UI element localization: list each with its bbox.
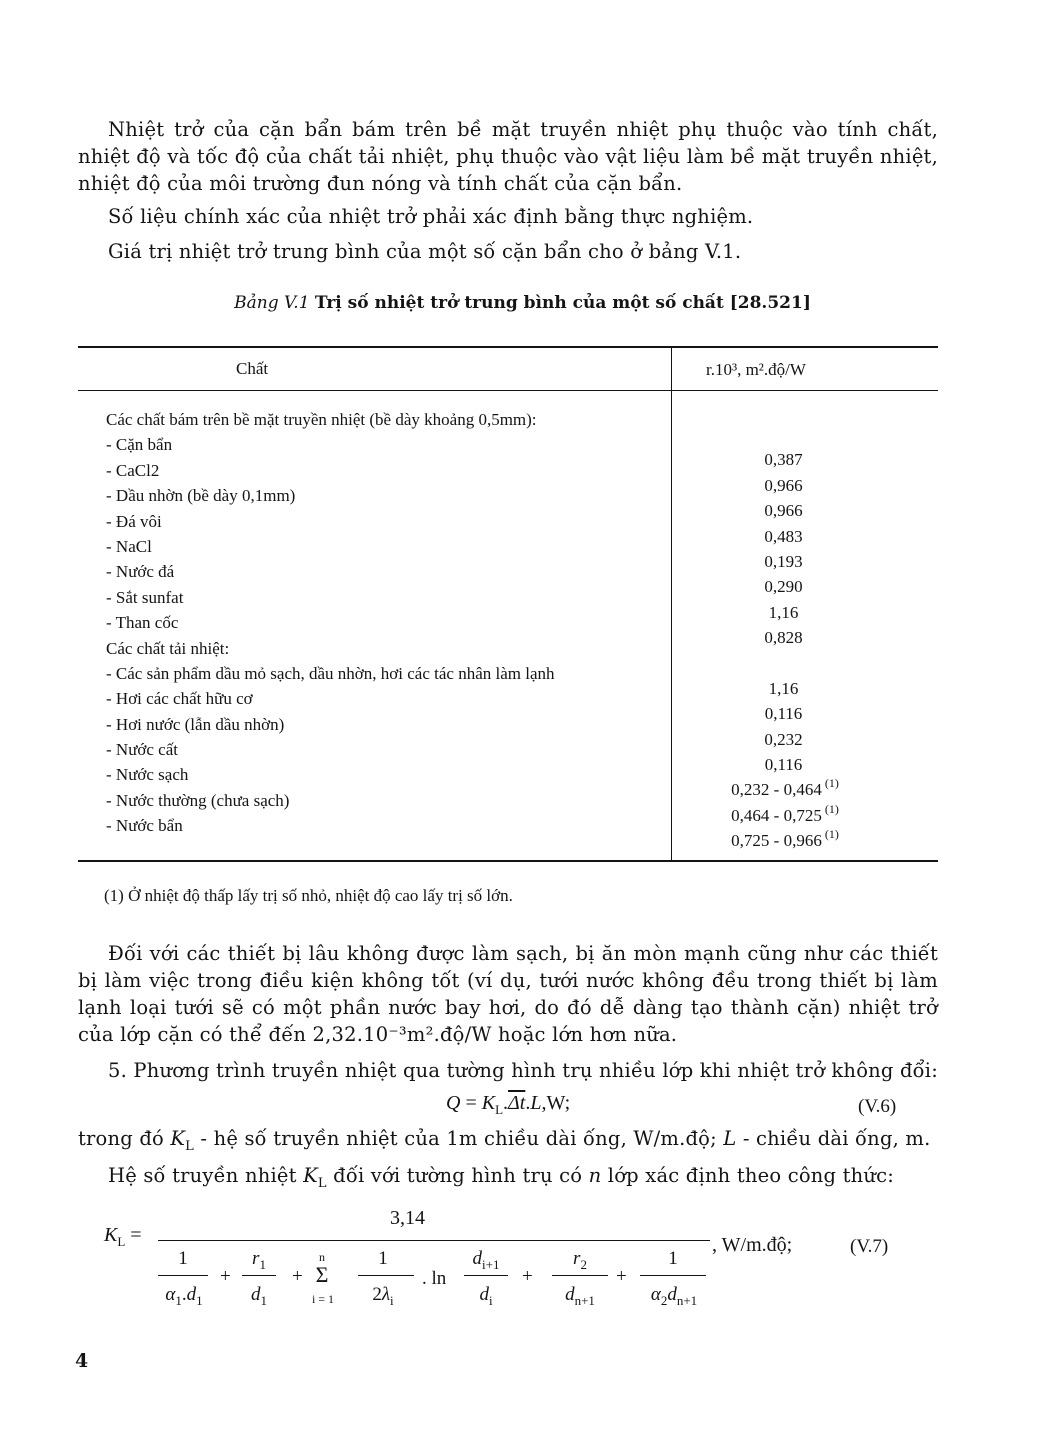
row-value: 0,464 - 0,725 $^{(1)}$: [731, 801, 839, 825]
row-name: - Cặn bẩn: [106, 435, 173, 455]
page-number: 4: [75, 1350, 89, 1372]
row-value: 0,193: [764, 551, 803, 571]
term-4-bar: [464, 1275, 508, 1276]
table-bottom-rule: [78, 860, 938, 862]
row-name: - Than cốc: [106, 613, 179, 633]
term-6-numerator: 1: [668, 1248, 678, 1269]
term-1-numerator: 1: [178, 1248, 188, 1269]
table-top-rule: [78, 346, 938, 348]
paragraph-equation-intro: 5. Phương trình truyền nhiệt qua tường hình trụ nhiều lớp khi nhiệt trở không đổi:: [108, 1059, 938, 1082]
table-caption-label: Bảng V.1: [234, 293, 310, 313]
paragraph-table-ref: Giá trị nhiệt trở trung bình của một số cặn bẩn cho ở bảng V.1.: [108, 240, 742, 263]
row-name: - Sắt sunfat: [106, 587, 184, 607]
ln-operator: . ln: [422, 1268, 447, 1289]
equation-v7-number: (V.7): [850, 1236, 889, 1257]
row-value: 0,387: [764, 450, 803, 470]
table-footnote: (1) Ở nhiệt độ thấp lấy trị số nhỏ, nhiệt độ cao lấy trị số lớn.: [104, 886, 513, 905]
paragraph-experiment: Số liệu chính xác của nhiệt trở phải xác định bằng thực nghiệm.: [108, 205, 754, 228]
plus-sign: +: [616, 1266, 627, 1287]
row-name: - Nước bẩn: [106, 816, 183, 836]
term-4-numerator: $d_{i+1}$: [472, 1248, 500, 1272]
term-1-bar: [158, 1275, 208, 1276]
table-caption-title: Trị số nhiệt trở trung bình của một số chất [28.521]: [314, 293, 811, 313]
plus-sign: +: [292, 1266, 303, 1287]
paragraph-intro: Nhiệt trở của cặn bẩn bám trên bề mặt truyền nhiệt phụ thuộc vào tính chất, nhiệt độ và tốc độ của chất tải nhiệt, phụ thuộc vào vật liệu làm bề mặt truyền nhiệt, nhiệt độ của môi trường đun nóng và tính chất của cặn bẩn.: [78, 118, 938, 195]
term-6-bar: [640, 1275, 706, 1276]
equation-v7-main-fraction-bar: [158, 1240, 710, 1241]
table-column-divider: [671, 347, 672, 861]
row-value: 0,116: [764, 755, 803, 775]
equation-v6: $Q = K_L.\overline{\Delta t}.L,W$;: [446, 1092, 571, 1117]
row-name: - Nước cất: [106, 740, 179, 760]
equation-v7-lhs: $K_L$ =: [104, 1224, 142, 1249]
term-3-numerator: 1: [378, 1248, 388, 1269]
sum-upper-limit: n: [319, 1250, 325, 1264]
plus-sign: +: [220, 1266, 231, 1287]
term-3-bar: [358, 1275, 414, 1276]
term-6-denominator: $\alpha_2d_{n+1}$: [650, 1284, 698, 1308]
row-name: - Dầu nhờn (bề dày 0,1mm): [106, 486, 296, 506]
plus-sign: +: [522, 1266, 533, 1287]
row-name: - Hơi nước (lẫn dầu nhờn): [106, 714, 285, 734]
row-name: - CaCl2: [106, 460, 160, 480]
equation-v7-unit: , W/m.độ;: [712, 1234, 793, 1256]
row-value: 0,290: [764, 577, 803, 597]
paragraph-fouling: Đối với các thiết bị lâu không được làm sạch, bị ăn mòn mạnh cũng như các thiết bị làm việc trong điều kiện không tốt (ví dụ, tưới nước không đều trong thiết bị làm lạnh loại tưới sẽ có một phần nước bay hơi, do đó dễ dàng tạo thành cặn) nhiệt trở của lớp cặn có thể đến 2,32.10⁻³m².độ/W hoặc lớn hơn nữa.: [78, 942, 938, 1046]
sum-lower-limit: i = 1: [311, 1292, 335, 1306]
row-name: Các chất tải nhiệt:: [106, 638, 230, 658]
term-3-denominator: $2\lambda_i$: [372, 1284, 394, 1308]
equation-v6-number: (V.6): [858, 1096, 897, 1117]
term-1-denominator: $\alpha_1.d_1$: [165, 1284, 203, 1308]
paragraph-definitions: trong đó $K_L$ - hệ số truyền nhiệt của 1m chiều dài ống, W/m.độ; L - chiều dài ống, m.: [78, 1127, 931, 1154]
table-caption: [0, 293, 1045, 313]
term-4-denominator: $d_i$: [479, 1284, 493, 1308]
row-name: - Nước sạch: [106, 765, 189, 785]
row-name: Các chất bám trên bề mặt truyền nhiệt (bề dày khoảng 0,5mm):: [106, 410, 537, 429]
term-5-denominator: $d_{n+1}$: [565, 1284, 595, 1308]
row-name: - NaCl: [106, 536, 152, 556]
row-value: 0,232 - 0,464 $^{(1)}$: [731, 776, 839, 800]
row-name: - Nước thường (chưa sạch): [106, 790, 290, 810]
row-name: - Đá vôi: [106, 511, 162, 531]
row-value: 0,828: [764, 628, 803, 648]
row-name: - Các sản phẩm dầu mỏ sạch, dầu nhờn, hơi các tác nhân làm lạnh: [106, 663, 555, 683]
column-header-value: r.10³, m².độ/W: [706, 360, 806, 379]
row-value: 0,725 - 0,966 $^{(1)}$: [731, 827, 839, 851]
term-2-denominator: $d_1$: [251, 1284, 267, 1308]
row-value: 0,483: [764, 526, 803, 546]
paragraph-kl-formula-intro: Hệ số truyền nhiệt $K_L$ đối với tường hình trụ có n lớp xác định theo công thức:: [108, 1164, 895, 1191]
equation-v7-numerator: 3,14: [390, 1207, 425, 1229]
row-value: 0,116: [764, 704, 803, 724]
row-value: 0,966: [764, 475, 803, 495]
row-value: 0,966: [764, 501, 803, 521]
sum-symbol: Σ: [315, 1262, 329, 1287]
term-2-bar: [242, 1275, 276, 1276]
term-5-numerator: $r_2$: [573, 1248, 587, 1272]
table-header-rule: [78, 390, 938, 391]
row-name: - Hơi các chất hữu cơ: [106, 689, 253, 709]
row-value: 1,16: [768, 602, 799, 622]
row-value: 0,232: [764, 729, 803, 749]
row-value: 1,16: [768, 678, 799, 698]
column-header-substance: Chất: [236, 359, 269, 378]
term-5-bar: [552, 1275, 608, 1276]
row-name: - Nước đá: [106, 562, 175, 582]
term-2-numerator: $r_1$: [252, 1248, 266, 1272]
